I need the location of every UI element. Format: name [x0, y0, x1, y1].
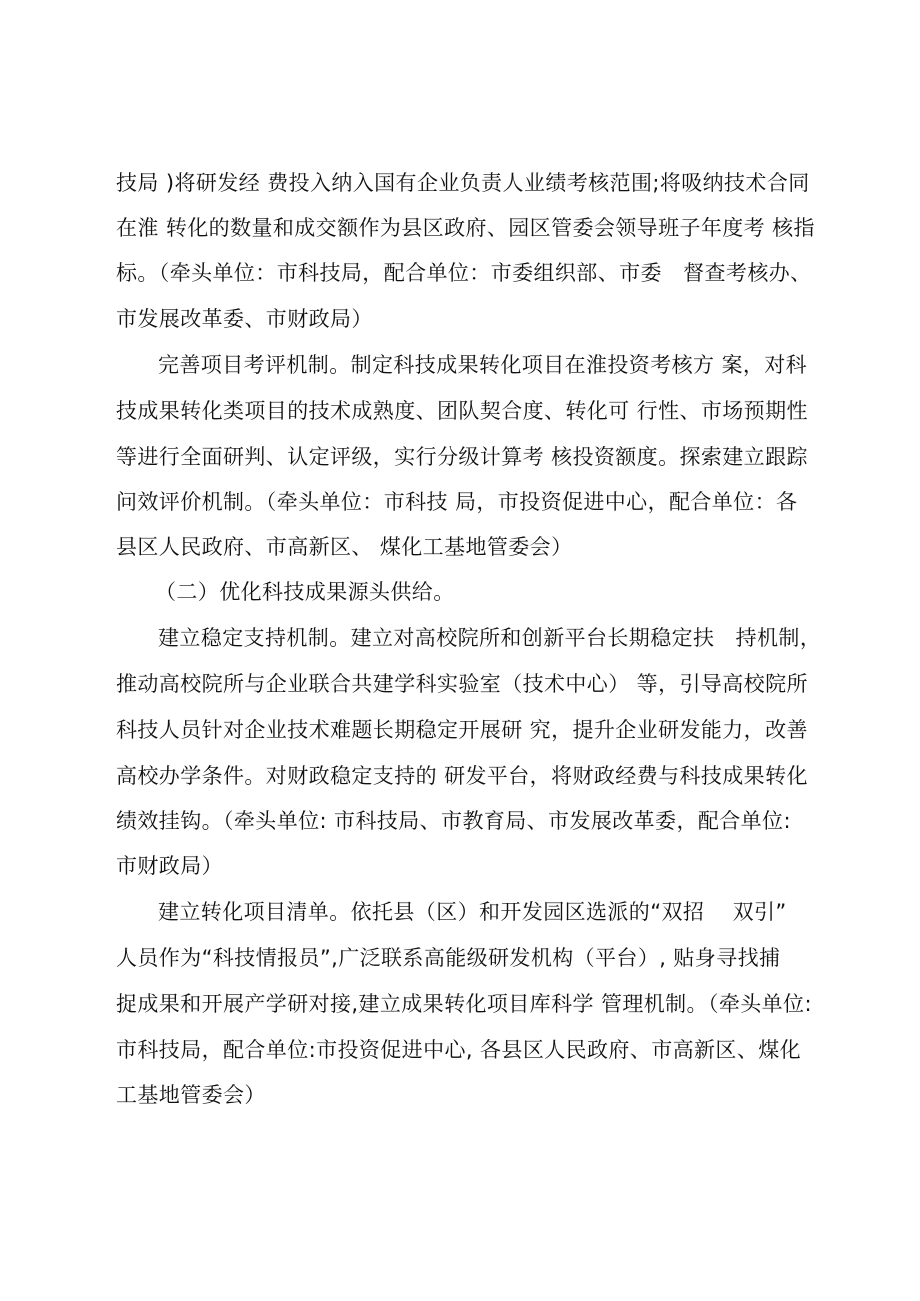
text-line: 在淮 转化的数量和成交额作为县区政府、园区管委会领导班子年度考 核指: [116, 216, 815, 240]
text-line: 县区人民政府、市高新区、 煤化工基地管委会）: [116, 535, 573, 559]
paragraph-start: 建立稳定支持机制。建立对高校院所和创新平台长期稳定扶 持机制，: [158, 626, 822, 650]
section-heading: （二）优化科技成果源头供给。: [155, 580, 455, 604]
text-line: 等进行全面研判、认定评级，实行分级计算考 核投资额度。探索建立跟踪: [116, 445, 808, 469]
text-line: 标。（牵头单位：市科技局，配合单位：市委组织部、市委 督查考核办、: [116, 261, 812, 285]
text-line: 市科技局，配合单位:市投资促进中心, 各县区人民政府、市高新区、煤化: [116, 1038, 802, 1062]
paragraph-start: 完善项目考评机制。制定科技成果转化项目在淮投资考核方 案，对科: [158, 353, 808, 377]
text-line: 高校办学条件。对财政稳定支持的 研发平台，将财政经费与科技成果转化: [116, 764, 808, 788]
text-line: 工基地管委会）: [116, 1083, 266, 1107]
text-line: 市财政局）: [116, 854, 223, 878]
paragraph-start: 建立转化项目清单。依托县（区）和开发园区选派的“双招 双引”: [158, 900, 787, 924]
text-line: 科技人员针对企业技术难题长期稳定开展研 究，提升企业研发能力，改善: [116, 718, 808, 742]
text-line: 问效评价机制。（牵头单位：市科技 局，市投资促进中心，配合单位：各: [116, 490, 798, 514]
text-line: 市发展改革委、市财政局）: [116, 307, 373, 331]
text-line: 技成果转化类项目的技术成熟度、团队契合度、转化可 行性、市场预期性: [116, 399, 808, 423]
text-line: 推动高校院所与企业联合共建学科实验室（技术中心） 等，引导高校院所: [116, 672, 808, 696]
text-line: 绩效挂钩。（牵头单位: 市科技局、市教育局、市发展改革委，配合单位:: [116, 809, 791, 833]
text-line: 技局 )将研发经 费投入纳入国有企业负责人业绩考核范围;将吸纳技术合同: [116, 171, 810, 195]
text-line: 人员作为“科技情报员”,广泛联系高能级研发机构（平台）, 贴身寻找捕: [116, 946, 781, 970]
text-line: 捉成果和开展产学研对接,建立成果转化项目库科学 管理机制。（牵头单位:: [116, 992, 812, 1016]
